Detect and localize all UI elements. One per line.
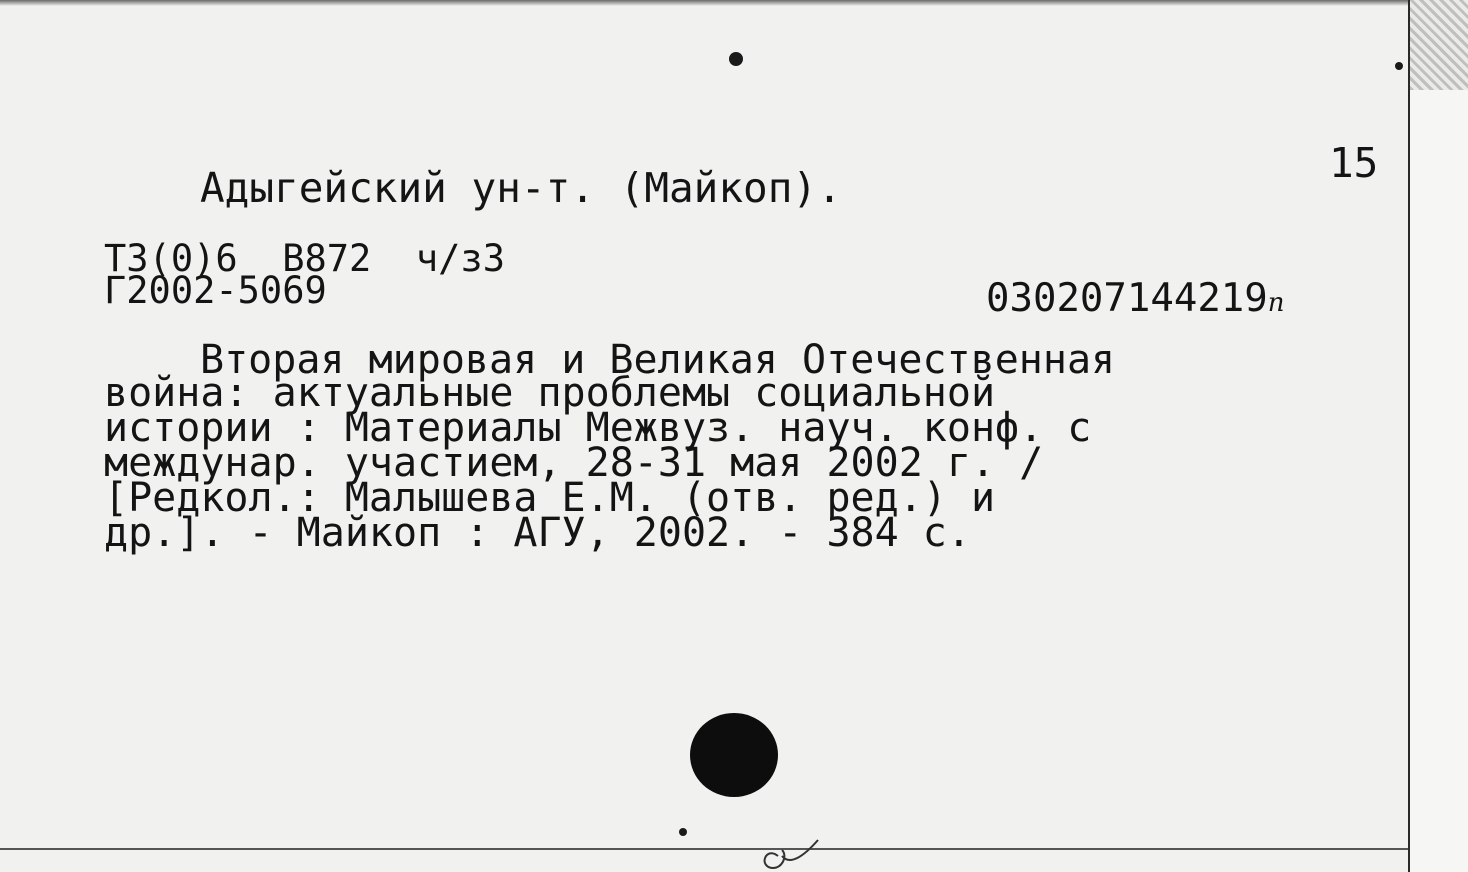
card-code: Г2002-5069 — [104, 269, 327, 312]
card-header: Адыгейский ун-т. (Майкоп). — [200, 164, 842, 212]
description-line-3: истории : Материалы Межвуз. науч. конф. с — [104, 405, 1092, 451]
description-line-1: Вторая мировая и Великая Отечественная — [200, 337, 1116, 383]
accession-digits: 030207144219 — [986, 276, 1268, 321]
handwritten-mark-icon — [748, 826, 828, 872]
ink-dot-bottom — [679, 828, 687, 836]
accession-number — [986, 276, 1285, 321]
adjacent-card-fragment — [1410, 0, 1468, 90]
ink-dot-right — [1395, 62, 1403, 70]
adjacent-card-edge — [1408, 0, 1468, 872]
card-bottom-edge — [0, 848, 1408, 850]
description-line-2: война: актуальные проблемы социальной — [104, 370, 996, 416]
classification-code: Т3(0)6 В872 ч/з3 — [104, 237, 505, 280]
accession-handwritten-mark: п — [1267, 288, 1285, 318]
punch-hole — [690, 713, 778, 797]
description-line-4: междунар. участием, 28-31 мая 2002 г. / — [104, 440, 1044, 486]
card-top-edge — [0, 0, 1468, 6]
description-line-5: [Редкол.: Малышева Е.М. (отв. ред.) и — [104, 475, 996, 521]
description-line-6: др.]. - Майкоп : АГУ, 2002. - 384 с. — [104, 510, 971, 556]
ink-dot-top — [729, 52, 743, 66]
card-number: 15 — [1329, 139, 1379, 187]
